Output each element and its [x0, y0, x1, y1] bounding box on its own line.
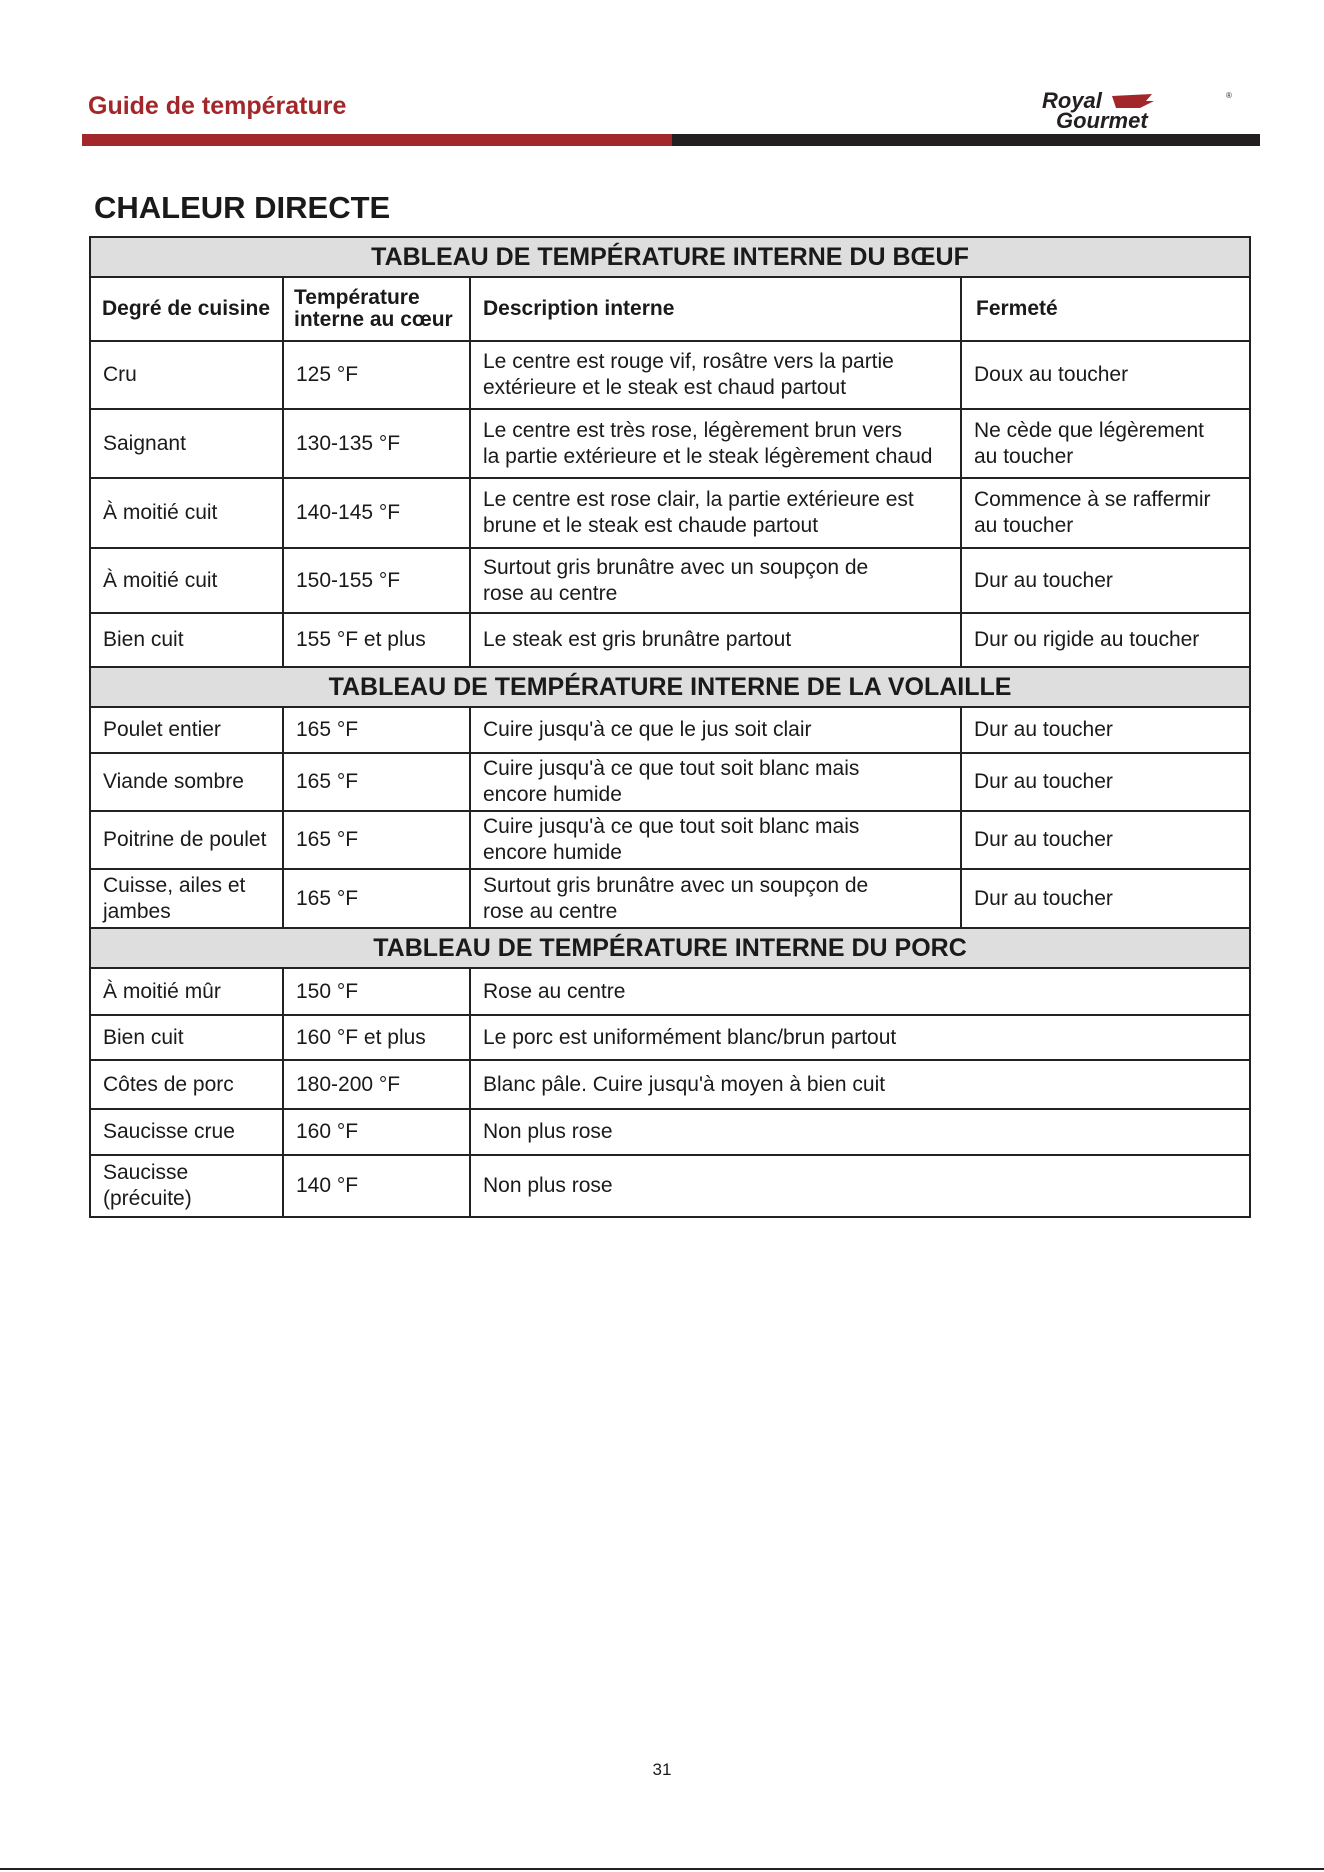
beef-table-title [90, 237, 1250, 277]
royal-gourmet-logo [1036, 88, 1236, 132]
table-section-title: TABLEAU DE TEMPÉRATURE INTERNE DU BŒUF [90, 237, 1250, 277]
header-label: Degré de cuisine [102, 297, 271, 320]
cell-firm [961, 753, 1250, 811]
cell-desc [470, 869, 961, 928]
cell-degree [90, 1015, 283, 1060]
cell-line: Dur au toucher [974, 828, 1113, 851]
pork-table-title [90, 928, 1250, 968]
header-description [470, 277, 961, 341]
cell-line: Doux au toucher [974, 363, 1129, 386]
table-section-title: TABLEAU DE TEMPÉRATURE INTERNE DE LA VOLAILLE [90, 667, 1250, 707]
cell-desc [470, 1015, 1250, 1060]
header-firmness [961, 277, 1250, 341]
cell-line: Dur au toucher [974, 770, 1113, 793]
cell-line: Non plus rose [483, 1174, 613, 1197]
poultry-table-title [90, 667, 1250, 707]
cell-line: 160 °F [296, 1120, 359, 1143]
cell-line: 140 °F [296, 1174, 359, 1197]
cell-degree [90, 1060, 283, 1109]
table-row [90, 548, 1250, 613]
cell-line: au toucher [974, 444, 1074, 468]
cell-firm [961, 548, 1250, 613]
cell-line: Bien cuit [103, 1025, 184, 1049]
cell-degree [90, 548, 283, 613]
cell-temp [283, 1015, 470, 1060]
cell-temp [283, 869, 470, 928]
cell-line: Surtout gris brunâtre avec un soupçon de [483, 555, 869, 579]
cell-degree [90, 341, 283, 409]
cell-line: Le centre est rouge vif, rosâtre vers la partie [483, 350, 894, 373]
cell-line: Cuire jusqu'à ce que tout soit blanc mais [483, 815, 860, 838]
cell-desc [470, 1109, 1250, 1155]
svg-text:Gourmet: Gourmet [1056, 108, 1148, 132]
cell-line: Cuire jusqu'à ce que le jus soit clair [483, 718, 812, 741]
table-row [90, 341, 1250, 409]
cell-line: la partie extérieure et le steak légèrement chaud [483, 444, 933, 468]
cell-degree [90, 613, 283, 667]
cell-line: 160 °F et plus [296, 1025, 426, 1049]
cell-desc [470, 341, 961, 409]
cell-line: À moitié mûr [103, 979, 221, 1003]
cell-line: 150-155 °F [296, 568, 401, 592]
cell-line: Cuire jusqu'à ce que tout soit blanc mais [483, 757, 860, 780]
cell-firm [961, 869, 1250, 928]
cell-temp [283, 811, 470, 869]
cell-line: Viande sombre [103, 770, 244, 793]
cell-line: encore humide [483, 783, 622, 806]
cell-line: Cru [103, 363, 137, 386]
cell-line: Le centre est rose clair, la partie extérieure est [483, 488, 914, 511]
cell-temp [283, 753, 470, 811]
cell-desc [470, 409, 961, 478]
cell-line: rose au centre [483, 581, 618, 605]
table-row [90, 753, 1250, 811]
cell-line: À moitié cuit [103, 501, 218, 524]
cell-line: Dur au toucher [974, 568, 1113, 592]
table-row [90, 707, 1250, 753]
table-row [90, 811, 1250, 869]
cell-line: Poulet entier [103, 718, 221, 741]
section-title: CHALEUR DIRECTE [94, 190, 391, 225]
cell-line: Rose au centre [483, 979, 626, 1003]
cell-temp [283, 409, 470, 478]
cell-line: extérieure et le steak est chaud partout [483, 376, 847, 399]
table-row [90, 1109, 1250, 1155]
cell-line: 155 °F et plus [296, 628, 426, 651]
cell-line: (précuite) [103, 1187, 192, 1210]
cell-temp [283, 968, 470, 1015]
cell-line: rose au centre [483, 899, 618, 923]
table-row [90, 409, 1250, 478]
header-accent-bar [82, 134, 672, 146]
cell-temp [283, 1109, 470, 1155]
cell-desc [470, 613, 961, 667]
cell-degree [90, 478, 283, 548]
cell-line: 130-135 °F [296, 431, 401, 455]
cell-line: Dur au toucher [974, 886, 1113, 910]
table-row [90, 1015, 1250, 1060]
cell-line: Dur au toucher [974, 718, 1113, 741]
cell-degree [90, 869, 283, 928]
cell-line: Non plus rose [483, 1120, 613, 1143]
header-label: interne au cœur [294, 308, 453, 331]
cell-degree [90, 1155, 283, 1217]
cell-line: jambes [103, 899, 171, 923]
cell-line: Saucisse [103, 1161, 189, 1184]
cell-firm [961, 613, 1250, 667]
table-row [90, 869, 1250, 928]
page-number: 31 [652, 1760, 672, 1779]
cell-line: 180-200 °F [296, 1072, 401, 1096]
cell-desc [470, 811, 961, 869]
cell-temp [283, 613, 470, 667]
cell-temp [283, 1060, 470, 1109]
cell-temp [283, 478, 470, 548]
header-temperature [283, 277, 470, 341]
cell-desc [470, 753, 961, 811]
cell-firm [961, 478, 1250, 548]
cell-line: Le centre est très rose, légèrement brun vers [483, 418, 903, 442]
cell-line: Saucisse crue [103, 1120, 235, 1143]
cell-firm [961, 707, 1250, 753]
header-dark-bar [672, 134, 1260, 146]
cell-line: 150 °F [296, 979, 359, 1003]
header-label: Description interne [483, 297, 675, 320]
cell-desc [470, 478, 961, 548]
svg-text:®: ® [1226, 91, 1232, 100]
cell-firm [961, 811, 1250, 869]
cell-temp [283, 548, 470, 613]
cell-line: brune et le steak est chaude partout [483, 514, 819, 537]
cell-line: Commence à se raffermir [974, 488, 1211, 511]
table-row [90, 968, 1250, 1015]
cell-line: Surtout gris brunâtre avec un soupçon de [483, 873, 869, 897]
cell-line: 165 °F [296, 886, 359, 910]
cell-line: Dur ou rigide au toucher [974, 628, 1200, 651]
cell-temp [283, 707, 470, 753]
cell-desc [470, 1155, 1250, 1217]
svg-text:Royal: Royal [1042, 88, 1102, 113]
cell-line: encore humide [483, 841, 622, 864]
cell-line: 140-145 °F [296, 501, 401, 524]
table-row [90, 1155, 1250, 1217]
cell-degree [90, 409, 283, 478]
cell-desc [470, 1060, 1250, 1109]
cell-line: Côtes de porc [103, 1072, 234, 1096]
cell-line: Ne cède que légèrement [974, 418, 1204, 442]
cell-line: Poitrine de poulet [103, 828, 267, 851]
cell-desc [470, 548, 961, 613]
header-degree [90, 277, 283, 341]
cell-degree [90, 811, 283, 869]
cell-degree [90, 707, 283, 753]
cell-temp [283, 1155, 470, 1217]
cell-line: 165 °F [296, 718, 359, 741]
cell-desc [470, 707, 961, 753]
cell-firm [961, 341, 1250, 409]
temperature-table [89, 236, 1251, 1218]
table-row [90, 1060, 1250, 1109]
page-header-title: Guide de température [88, 92, 347, 120]
cell-line: Saignant [103, 431, 186, 455]
cell-line: 165 °F [296, 770, 359, 793]
table-section-title: TABLEAU DE TEMPÉRATURE INTERNE DU PORC [90, 928, 1250, 968]
cell-line: Le steak est gris brunâtre partout [483, 628, 792, 651]
cell-line: 165 °F [296, 828, 359, 851]
table-row [90, 613, 1250, 667]
table-header-row [90, 277, 1250, 341]
header-label: Température [294, 286, 420, 309]
cell-degree [90, 1109, 283, 1155]
cell-line: À moitié cuit [103, 568, 218, 592]
table-row [90, 478, 1250, 548]
cell-line: Cuisse, ailes et [103, 873, 246, 897]
header-label: Fermeté [976, 297, 1058, 320]
cell-degree [90, 968, 283, 1015]
cell-line: au toucher [974, 514, 1074, 537]
cell-degree [90, 753, 283, 811]
cell-temp [283, 341, 470, 409]
cell-line: Le porc est uniformément blanc/brun partout [483, 1025, 897, 1049]
bottom-rule [0, 1868, 1324, 1870]
cell-firm [961, 409, 1250, 478]
cell-line: Bien cuit [103, 628, 184, 651]
cell-line: Blanc pâle. Cuire jusqu'à moyen à bien cuit [483, 1072, 886, 1096]
cell-line: 125 °F [296, 363, 359, 386]
cell-desc [470, 968, 1250, 1015]
